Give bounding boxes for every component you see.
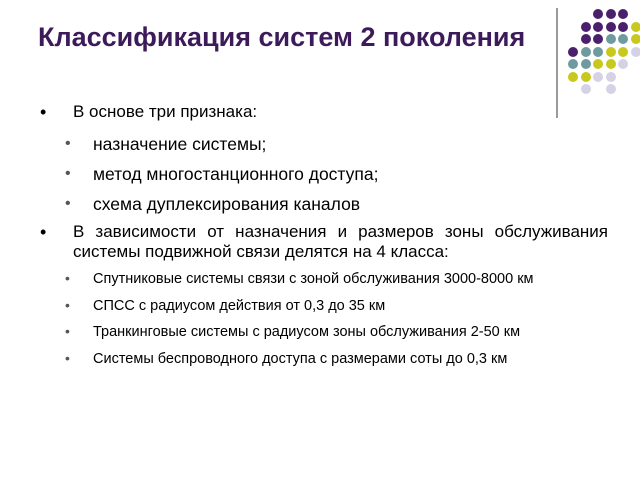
bullet-dot-icon: •	[65, 135, 71, 152]
decorative-dot	[631, 34, 640, 44]
decorative-dot	[606, 84, 616, 94]
bullet-dot-icon: •	[65, 350, 70, 366]
sub-bullet-text: метод многостанционного доступа;	[93, 164, 379, 184]
sub-bullet	[38, 194, 608, 215]
bullet-dot-icon: •	[65, 195, 71, 212]
bullet-dot-icon: •	[65, 270, 70, 286]
bullet-text: В основе три признака:	[73, 102, 258, 121]
slide-title: Классификация систем 2 поколения	[38, 22, 526, 52]
slide-content	[38, 100, 608, 368]
dot-pattern-decoration	[568, 9, 640, 109]
decorative-dot	[618, 59, 628, 69]
bullet-dot-icon: •	[65, 165, 71, 182]
sub-bullet-text: СПСС с радиусом действия от 0,3 до 35 км	[93, 298, 386, 314]
decorative-dot	[606, 34, 616, 44]
sub-bullet-text: назначение системы;	[93, 134, 267, 154]
decorative-dot	[606, 9, 616, 19]
decorative-dot	[581, 47, 591, 57]
sub-bullet	[38, 323, 608, 341]
decorative-dot	[606, 72, 616, 82]
decorative-dot	[593, 34, 603, 44]
sub-bullet	[38, 134, 608, 155]
decorative-dot	[593, 9, 603, 19]
decorative-dot	[631, 47, 640, 57]
decorative-dot	[593, 59, 603, 69]
bullet-main-1	[38, 102, 608, 122]
bullet-dot-icon: •	[65, 323, 70, 339]
decorative-dot	[581, 59, 591, 69]
bullet-dot-icon: •	[40, 222, 47, 242]
decorative-dot	[593, 72, 603, 82]
decorative-dot	[631, 22, 640, 32]
sub-bullet-text: Транкинговые системы с радиусом зоны обслуживания 2-50 км	[93, 324, 521, 340]
sub-bullet-text: Системы беспроводного доступа с размерами соты до 0,3 км	[93, 351, 508, 367]
decorative-dot	[568, 47, 578, 57]
decorative-dot	[568, 59, 578, 69]
sub-bullet	[38, 164, 608, 185]
decorative-dot	[618, 9, 628, 19]
sub-bullet-text: Спутниковые системы связи с зоной обслуживания 3000-8000 км	[93, 271, 534, 287]
decorative-dot	[618, 34, 628, 44]
sub-bullet	[38, 270, 608, 288]
decorative-dot	[593, 22, 603, 32]
decorative-dot	[618, 22, 628, 32]
decorative-dot	[581, 72, 591, 82]
sub-bullet-text: схема дуплексирования каналов	[93, 194, 361, 214]
bullet-dot-icon: •	[40, 102, 47, 122]
decorative-dot	[581, 22, 591, 32]
decorative-dot	[606, 22, 616, 32]
bullet-main-2	[38, 222, 608, 262]
bullet-text: В зависимости от назначения и размеров зоны обслуживания системы подвижной связи делятся на 4 класса:	[73, 222, 608, 261]
decorative-dot	[568, 72, 578, 82]
decorative-dot	[606, 59, 616, 69]
decorative-dot	[593, 47, 603, 57]
bullet-dot-icon: •	[65, 297, 70, 313]
decorative-dot	[581, 34, 591, 44]
sub-bullet	[38, 350, 608, 368]
decorative-dot	[581, 84, 591, 94]
decorative-dot	[606, 47, 616, 57]
decorative-dot	[618, 47, 628, 57]
sub-bullet	[38, 297, 608, 315]
